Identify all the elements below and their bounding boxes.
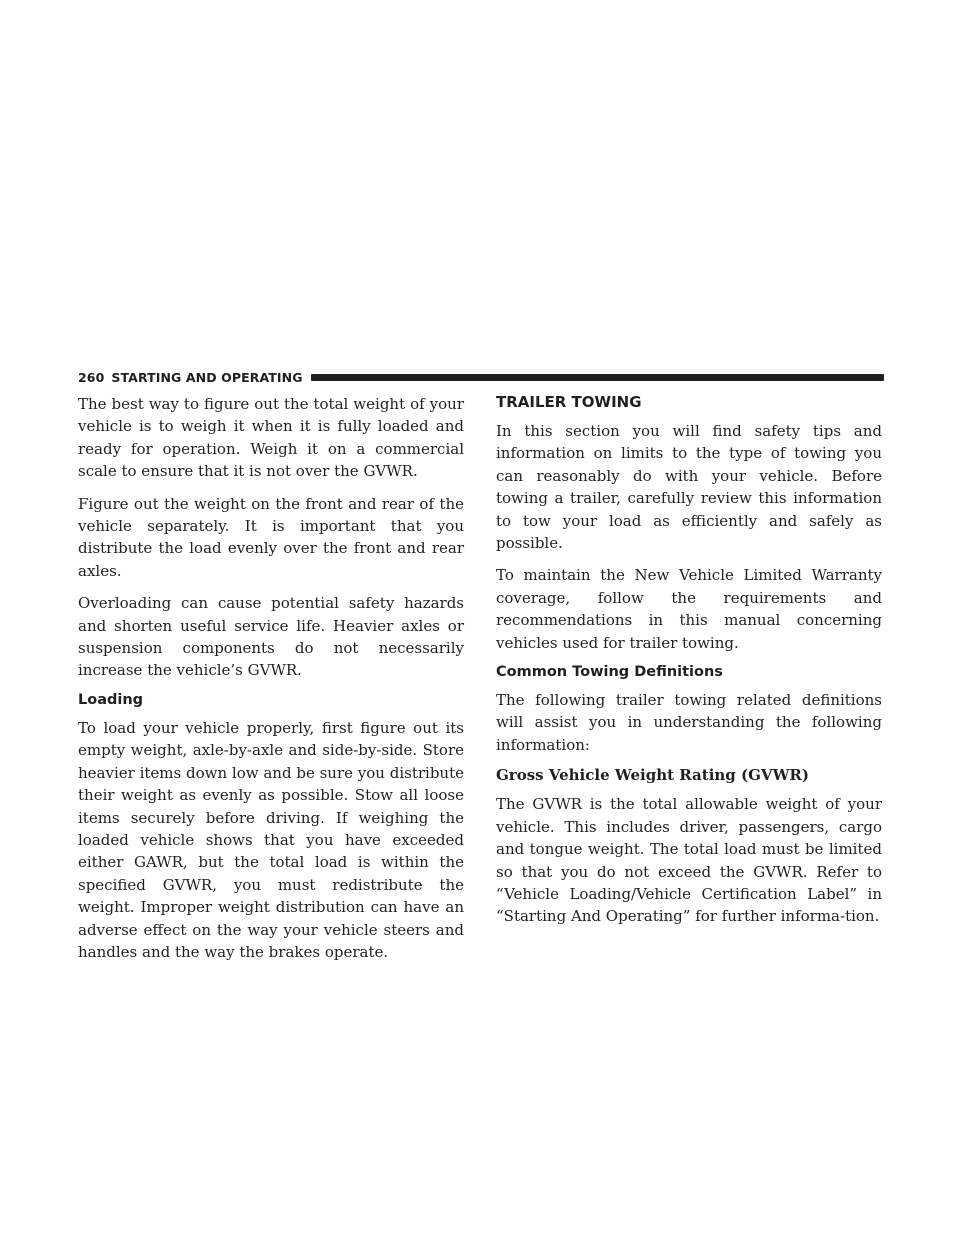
right-column [496, 393, 882, 938]
heading-gvwr: Gross Vehicle Weight Rating (GVWR) [496, 766, 809, 785]
heading-common-towing-definitions: Common Towing Definitions [496, 664, 723, 681]
header-rule [311, 374, 884, 381]
paragraph-axle-weight: Figure out the weight on the front and rear of the vehicle separately. It is important that you distribute the load evenly over the front and rear axles. [78, 494, 464, 580]
section-title: STARTING AND OPERATING [111, 369, 303, 385]
heading-loading: Loading [78, 691, 144, 708]
paragraph-warranty: To maintain the New Vehicle Limited Warranty coverage, follow the requirements and recommendations in this manual concerning vehicles used for trailer towing. [496, 566, 882, 652]
paragraph-loading: To load your vehicle properly, first figure out its empty weight, axle-by-axle and side-by-side. Store heavier items down low and be sure you distribute their weight as evenly as possible. Stow all loose items securely before driving. If weighing the loaded vehicle shows that you have exceeded either GAWR, but the total load is within the specified GVWR, you must redistribute the weight. Improper weight distribution can have an adverse effect on the way your vehicle steers and handles and the way the brakes operate. [78, 718, 464, 961]
paragraph-definitions-intro: The following trailer towing related definitions will assist you in understanding the following information: [496, 691, 882, 754]
left-column [78, 393, 464, 973]
heading-trailer-towing: TRAILER TOWING [496, 393, 642, 411]
paragraph-total-weight: The best way to figure out the total weight of your vehicle is to weigh it when it is fully loaded and ready for operation. Weigh it on a commercial scale to ensure that it is not over the GVWR. [78, 395, 464, 481]
paragraph-overloading: Overloading can cause potential safety hazards and shorten useful service life. Heavier axles or suspension components do not necessarily increase the vehicle’s GVWR. [78, 594, 464, 680]
paragraph-towing-intro: In this section you will find safety tips and information on limits to the type of towing you can reasonably do with your vehicle. Before towing a trailer, carefully review this information to tow your load as efficiently and safely as possible. [496, 422, 882, 553]
page-number: 260 [78, 369, 105, 385]
paragraph-gvwr: The GVWR is the total allowable weight of your vehicle. This includes driver, passengers, cargo and tongue weight. The total load must be limited so that you do not exceed the GVWR. Refer to “Vehicle Loading/Vehicle Certification Label” in “Starting And Operating” for further informa-tion. [496, 795, 882, 926]
page-header [78, 369, 884, 385]
